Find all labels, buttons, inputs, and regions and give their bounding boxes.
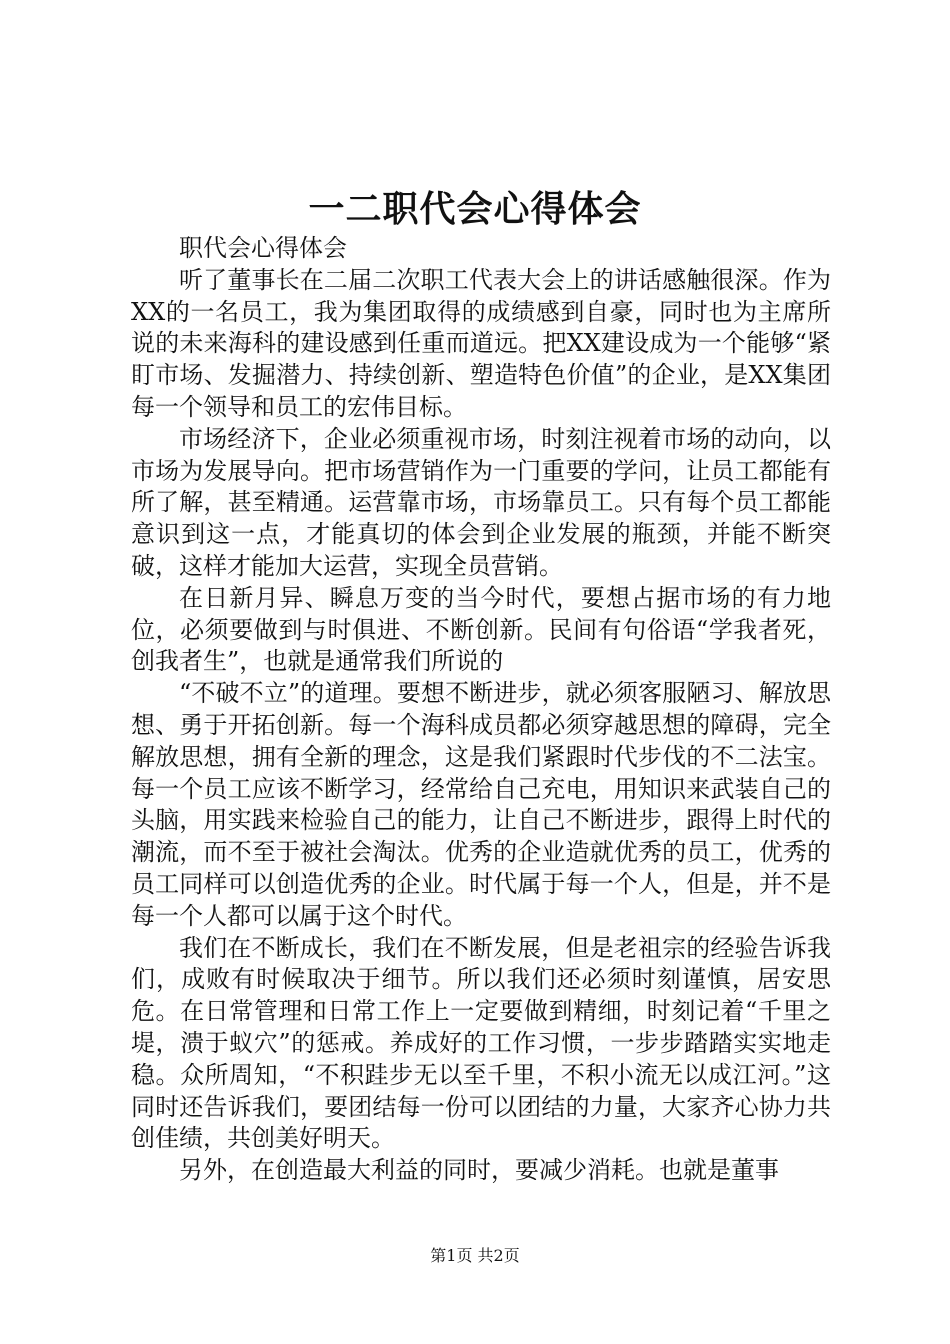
document-body xyxy=(131,233,831,1187)
paragraph: 在日新月异、瞬息万变的当今时代，要想占据市场的有力地位，必须要做到与时俱进、不断创新。民间有句俗语“学我者死，创我者生”，也就是通常我们所说的 xyxy=(131,583,831,676)
paragraph: 我们在不断成长，我们在不断发展，但是老祖宗的经验告诉我们，成败有时候取决于细节。所以我们还必须时刻谨慎，居安思危。在日常管理和日常工作上一定要做到精细，时刻记着“千里之堤，溃于蚁穴”的惩戒。养成好的工作习惯，一步步踏踏实实地走稳。众所周知，“不积跬步无以至千里，不积小流无以成江河。”这同时还告诉我们，要团结每一份可以团结的力量，大家齐心协力共创佳绩，共创美好明天。 xyxy=(131,933,831,1153)
paragraph: 听了董事长在二届二次职工代表大会上的讲话感触很深。作为XX的一名员工，我为集团取得的成绩感到自豪，同时也为主席所说的未来海科的建设感到任重而道远。把XX建设成为一个能够“紧盯市场、发掘潜力、持续创新、塑造特色价值”的企业，是XX集团每一个领导和员工的宏伟目标。 xyxy=(131,265,831,421)
paragraph: 另外，在创造最大利益的同时，要减少消耗。也就是董事 xyxy=(179,1156,779,1185)
paragraph: 市场经济下，企业必须重视市场，时刻注视着市场的动向，以市场为发展导向。把市场营销作为一门重要的学问，让员工都能有所了解，甚至精通。运营靠市场，市场靠员工。只有每个员工都能意识到这一点，才能真切的体会到企业发展的瓶颈，并能不断突破，这样才能加大运营，实现全员营销。 xyxy=(131,424,831,580)
page-number-footer: 第1页 共2页 xyxy=(430,1246,520,1265)
paragraph-subtitle: 职代会心得体会 xyxy=(179,234,347,262)
paragraph: “不破不立”的道理。要想不断进步，就必须客服陋习、解放思想、勇于开拓创新。每一个海科成员都必须穿越思想的障碍，完全解放思想，拥有全新的理念，这是我们紧跟时代步伐的不二法宝。每一个员工应该不断学习，经常给自己充电，用知识来武装自己的头脑，用实践来检验自己的能力，让自己不断进步，跟得上时代的潮流，而不至于被社会淘汰。优秀的企业造就优秀的员工，优秀的员工同样可以创造优秀的企业。时代属于每一个人，但是，并不是每一个人都可以属于这个时代。 xyxy=(131,679,831,930)
document-title: 一二职代会心得体会 xyxy=(308,188,642,230)
